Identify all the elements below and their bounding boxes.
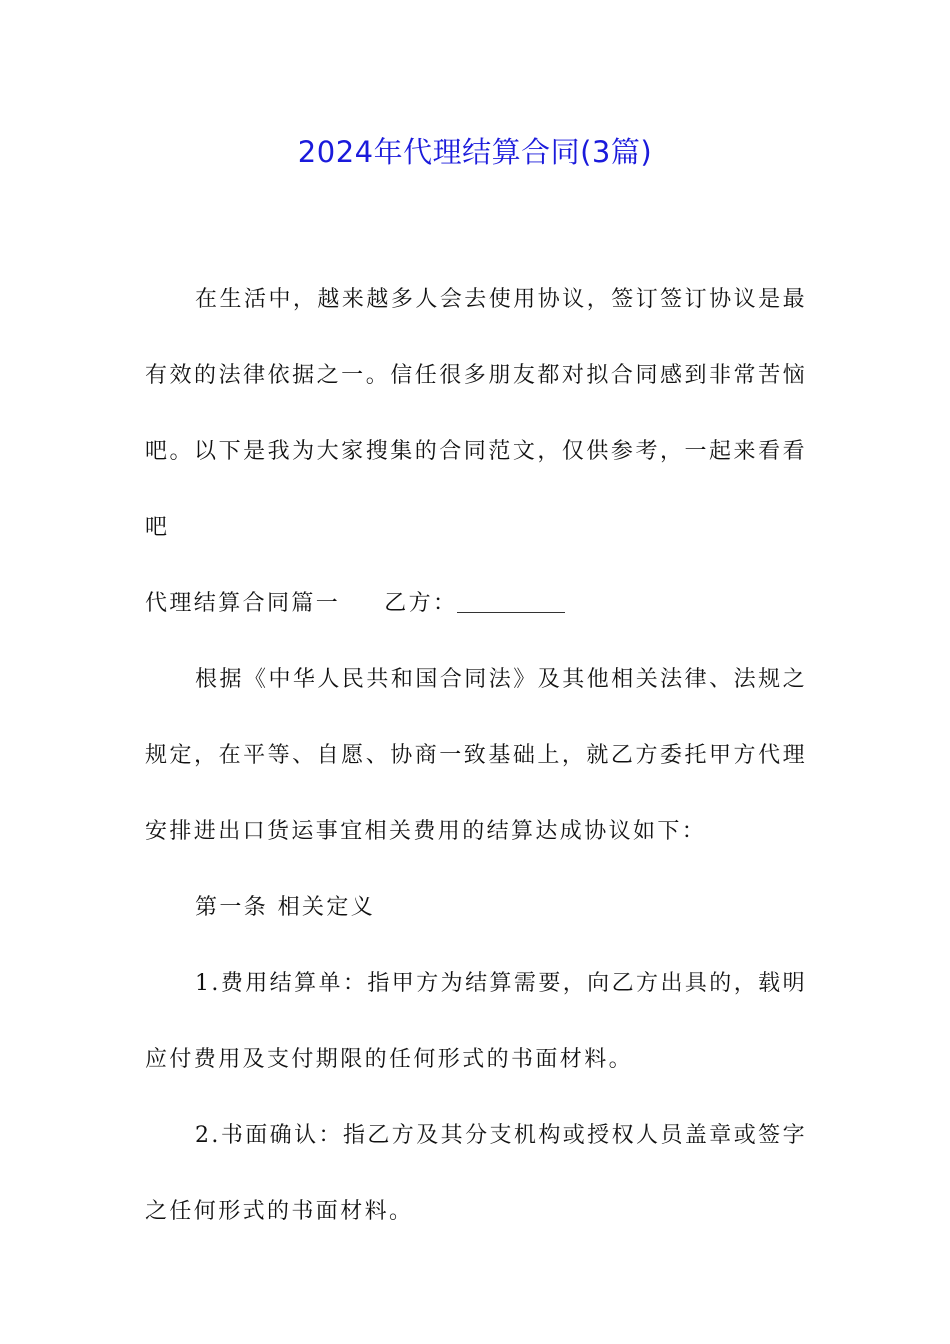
definition-2: 2.书面确认：指乙方及其分支机构或授权人员盖章或签字之任何形式的书面材料。 xyxy=(145,1123,807,1224)
basis-paragraph: 根据《中华人民共和国合同法》及其他相关法律、法规之规定，在平等、自愿、协商一致基础上，就乙方委托甲方代理安排进出口货运事宜相关费用的结算达成协议如下： xyxy=(145,667,807,844)
intro-paragraph: 在生活中，越来越多人会去使用协议，签订签订协议是最有效的法律依据之一。信任很多朋友都对拟合同感到非常苦恼吧。以下是我为大家搜集的合同范文，仅供参考，一起来看看吧 xyxy=(145,287,807,540)
section-heading-line xyxy=(145,566,807,642)
definition-1: 1.费用结算单：指甲方为结算需要，向乙方出具的，载明应付费用及支付期限的任何形式的书面材料。 xyxy=(145,971,807,1072)
document-body xyxy=(145,262,807,1250)
section-heading: 代理结算合同篇一 xyxy=(145,591,341,616)
document-title: 2024年代理结算合同(3篇) xyxy=(297,135,653,169)
article-1-title: 第一条 相关定义 xyxy=(195,895,376,920)
party-b-blank-line xyxy=(457,592,565,613)
party-b-label: 乙方： xyxy=(384,591,458,616)
